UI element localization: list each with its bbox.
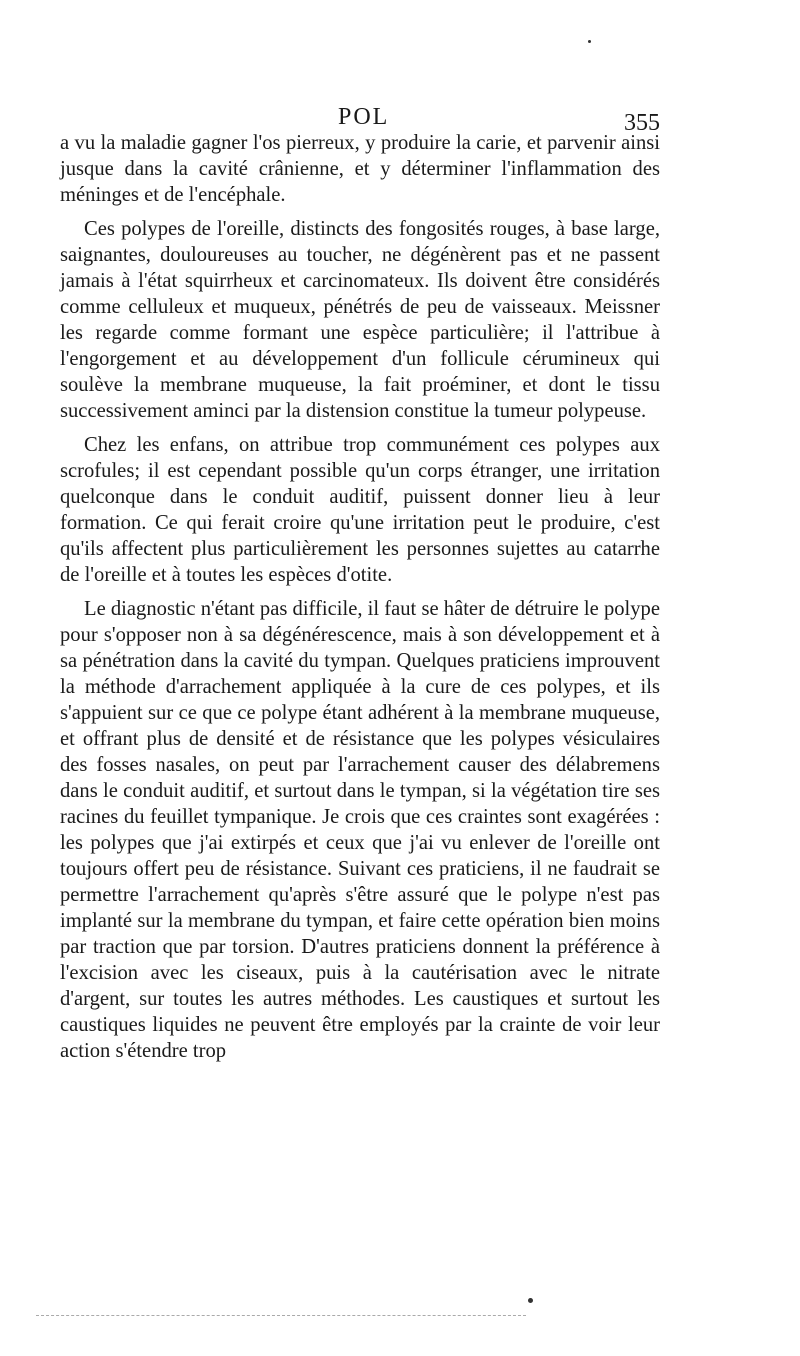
bottom-show-through-rule xyxy=(36,1315,526,1316)
paragraph-1-continued: a vu la maladie gagner l'os pierreux, y produire la carie, et parvenir ainsi jusque dans la cavité crânienne, et y déterminer l'inflammation des méninges et de l'encéphale. xyxy=(60,132,660,206)
page-number: 355 xyxy=(624,110,660,136)
paragraph-2: Ces polypes de l'oreille, distincts des fongosités rouges, à base large, saignantes, douloureuses au toucher, ne dégénèrent pas et ne passent jamais à l'état squirrheux et carcinomateux. Ils doivent être considérés comme celluleux et muqueux, pénétrés de peu de vaisseaux. Meissner les regarde comme formant une espèce particulière; il l'attribue à l'engorgement et au développement d'un follicule cérumineux qui soulève la membrane muqueuse, la fait proéminer, et dont le tissu successivement aminci par la distension constitue la tumeur polypeuse. xyxy=(60,218,660,422)
body-text xyxy=(60,130,660,1072)
running-head: POL xyxy=(338,104,390,130)
paragraph-4: Le diagnostic n'étant pas difficile, il faut se hâter de détruire le polype pour s'opposer non à sa dégénérescence, mais à son développement et à sa pénétration dans la cavité du tympan. Quelques praticiens improuvent la méthode d'arrachement appliquée à la cure de ces polypes, et ils s'appuient sur ce que ce polype étant adhérent à la membrane muqueuse, et offrant plus de densité et de résistance que les polypes vésiculaires des fosses nasales, on peut par l'arrachement causer des délabremens dans le conduit auditif, et surtout dans le tympan, si la végétation tire ses racines du feuillet tympanique. Je crois que ces craintes sont exagérées : les polypes que j'ai extirpés et ceux que j'ai vu enlever de l'oreille ont toujours offert peu de résistance. Suivant ces praticiens, il ne faudrait se permettre l'arrachement qu'après s'être assuré que le polype n'est pas implanté sur la membrane du tympan, et faire cette opération bien moins par traction que par torsion. D'autres praticiens donnent la préférence à l'excision avec les ciseaux, puis à la cautérisation avec le nitrate d'argent, sur toutes les autres méthodes. Les caustiques et surtout les caustiques liquides ne peuvent être employés par la crainte de voir leur action s'étendre trop xyxy=(60,598,660,1062)
ink-speck xyxy=(528,1298,533,1303)
ink-speck xyxy=(588,40,591,43)
paragraph-3: Chez les enfans, on attribue trop communément ces polypes aux scrofules; il est cependant possible qu'un corps étranger, une irritation quelconque dans le conduit auditif, puissent donner lieu à leur formation. Ce qui ferait croire qu'une irritation peut le produire, c'est qu'ils affectent plus particulièrement les personnes sujettes au catarrhe de l'oreille et à toutes les espèces d'otite. xyxy=(60,434,660,586)
